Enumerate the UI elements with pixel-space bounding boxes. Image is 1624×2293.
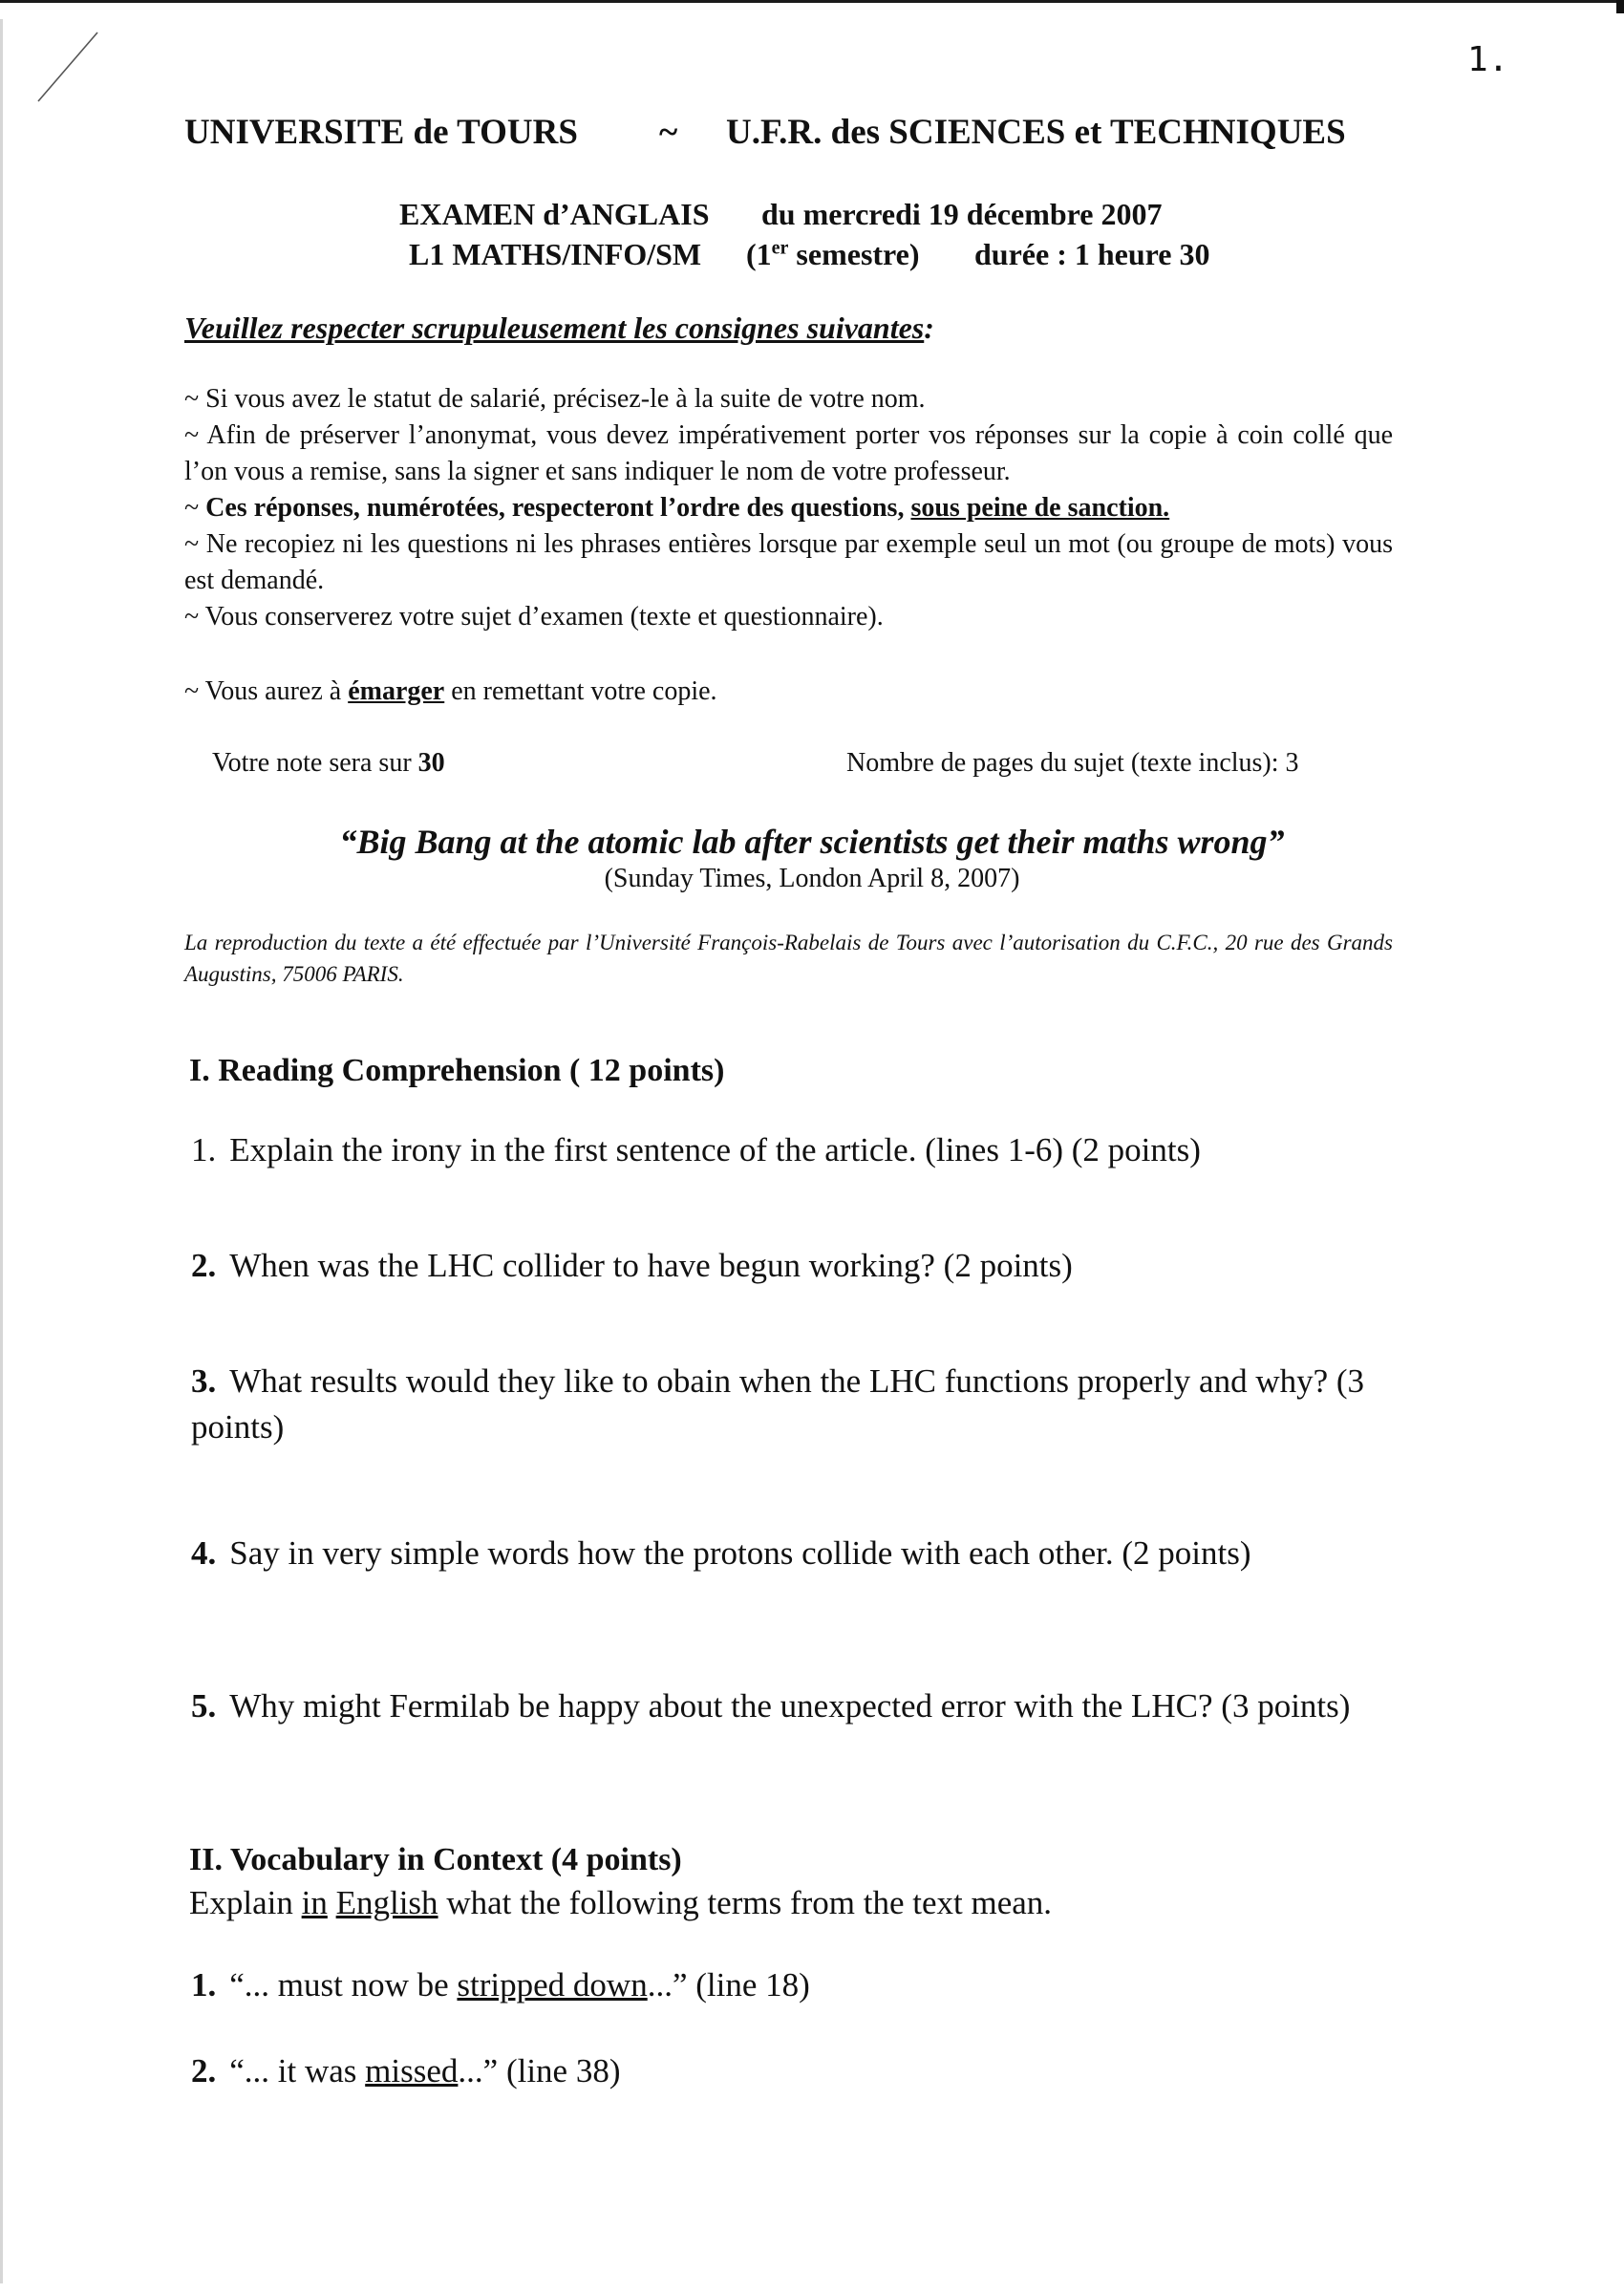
- article-title: “Big Bang at the atomic lab after scientists get their maths wrong”: [339, 823, 1285, 861]
- page-number: 1.: [1467, 40, 1509, 79]
- ufr-name: U.F.R. des SCIENCES et TECHNIQUES: [726, 113, 1346, 152]
- grade-total: Votre note sera sur 30: [212, 748, 445, 778]
- scan-mark: [1616, 0, 1624, 13]
- exam-name: EXAMEN d’ANGLAIS: [399, 197, 710, 231]
- scan-border-top: [0, 0, 1624, 3]
- header-separator: ~: [659, 113, 678, 152]
- exam-duration: durée : 1 heure 30: [974, 237, 1210, 271]
- question-item: 2. When was the LHC collider to have begun working? (2 points): [191, 1247, 1073, 1284]
- scan-border-left: [0, 19, 3, 2283]
- article-source: (Sunday Times, London April 8, 2007): [604, 864, 1020, 893]
- question-item: 4. Say in very simple words how the protons collide with each other. (2 points): [191, 1534, 1251, 1572]
- instructions-title: Veuillez respecter scrupuleusement les consignes suivantes:: [184, 311, 934, 345]
- instruction-item: ~ Si vous avez le statut de salarié, précisez-le à la suite de votre nom.: [184, 384, 926, 414]
- instructions-list: [184, 381, 1393, 635]
- section-vocabulary-title: II. Vocabulary in Context (4 points): [189, 1842, 682, 1877]
- exam-semester: (1er semestre): [746, 237, 920, 271]
- exam-level: L1 MATHS/INFO/SM: [409, 237, 702, 271]
- section-reading-title: I. Reading Comprehension ( 12 points): [189, 1053, 725, 1088]
- instruction-item: ~ Vous conserverez votre sujet d’examen (texte et questionnaire).: [184, 602, 884, 632]
- vocabulary-item: 2. “... it was missed...” (line 38): [191, 2052, 621, 2089]
- instruction-item: ~ Vous aurez à émarger en remettant votre copie.: [184, 676, 717, 706]
- vocabulary-instruction: Explain in English what the following terms from the text mean.: [189, 1884, 1053, 1921]
- page-count: Nombre de pages du sujet (texte inclus): 3: [846, 748, 1299, 778]
- question-item: 5. Why might Fermilab be happy about the unexpected error with the LHC? (3 points): [191, 1687, 1351, 1725]
- pen-stroke-mark: [36, 29, 113, 105]
- instruction-item: ~ Ces réponses, numérotées, respecteront l’ordre des questions, sous peine de sanction.: [184, 493, 1170, 523]
- instruction-item: ~ Ne recopiez ni les questions ni les phrases entières lorsque par exemple seul un mot (ou groupe de mots) vous est demandé.: [184, 529, 1393, 595]
- question-item: 1. Explain the irony in the first sentence of the article. (lines 1-6) (2 points): [191, 1131, 1201, 1168]
- university-name: UNIVERSITE de TOURS: [184, 113, 578, 152]
- instruction-item: ~ Afin de préserver l’anonymat, vous devez impérativement porter vos réponses sur la copie à coin collé que l’on vous a remise, sans la signer et sans indiquer le nom de votre professeur.: [184, 420, 1393, 486]
- question-item: 3. What results would they like to obain when the LHC functions properly and why? (3 points): [191, 1362, 1365, 1446]
- exam-date: du mercredi 19 décembre 2007: [761, 197, 1163, 231]
- reproduction-notice: La reproduction du texte a été effectuée par l’Université François-Rabelais de Tours avec l’autorisation du C.F.C., 20 rue des Grands Augustins, 75006 PARIS.: [184, 931, 1393, 986]
- vocabulary-item: 1. “... must now be stripped down...” (line 18): [191, 1966, 810, 2004]
